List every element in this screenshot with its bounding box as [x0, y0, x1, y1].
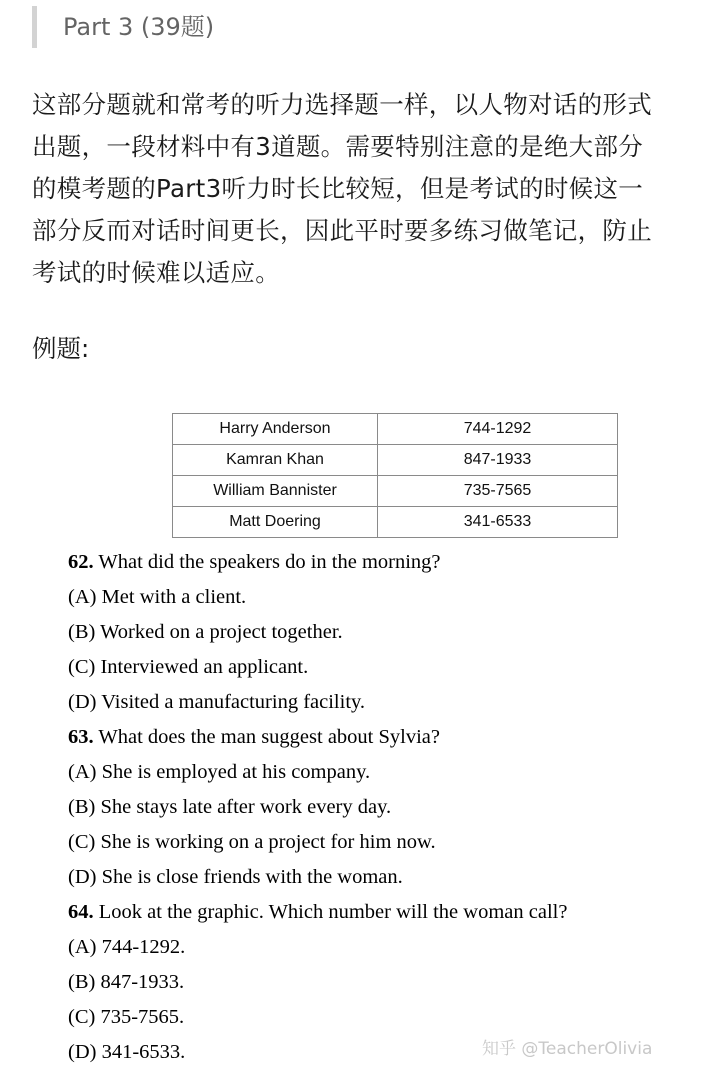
table-row — [173, 476, 618, 507]
contact-phone: 847-1933 — [378, 445, 618, 476]
contact-name: Harry Anderson — [173, 414, 378, 445]
section-heading: Part 3 (39题) — [32, 6, 214, 48]
intro-line: 部分反而对话时间更长，因此平时要多练习做笔记，防止 — [32, 216, 652, 245]
contact-name: Matt Doering — [173, 507, 378, 538]
intro-line: 考试的时候难以适应。 — [32, 258, 280, 287]
watermark: 知乎 @TeacherOlivia — [482, 1039, 653, 1059]
question-text: What does the man suggest about Sylvia? — [98, 726, 440, 748]
answer-option: (D) She is close friends with the woman. — [68, 866, 403, 888]
contact-name: William Bannister — [173, 476, 378, 507]
intro-line: 的模考题的Part3听力时长比较短，但是考试的时候这一 — [32, 174, 644, 203]
question-number: 64. — [68, 901, 94, 923]
answer-option: (B) 847-1933. — [68, 971, 185, 993]
answer-option: (A) Met with a client. — [68, 586, 247, 608]
question-list — [68, 545, 688, 1070]
answer-option: (D) Visited a manufacturing facility. — [68, 691, 366, 713]
contact-phone: 744-1292 — [378, 414, 618, 445]
question-stem — [68, 720, 688, 755]
table-row — [173, 414, 618, 445]
answer-option: (C) 735-7565. — [68, 1006, 185, 1028]
question-stem — [68, 545, 688, 580]
question-text: What did the speakers do in the morning? — [98, 551, 441, 573]
answer-option: (D) 341-6533. — [68, 1041, 186, 1063]
intro-line: 这部分题就和常考的听力选择题一样，以人物对话的形式 — [32, 90, 652, 119]
intro-line: 出题，一段材料中有3道题。需要特别注意的是绝大部分 — [32, 132, 644, 161]
answer-option: (A) She is employed at his company. — [68, 761, 371, 783]
question-stem — [68, 895, 688, 930]
answer-option: (A) 744-1292. — [68, 936, 186, 958]
contact-phone: 341-6533 — [378, 507, 618, 538]
contact-name: Kamran Khan — [173, 445, 378, 476]
question-number: 63. — [68, 726, 94, 748]
table-row — [173, 445, 618, 476]
table-row — [173, 507, 618, 538]
contact-phone: 735-7565 — [378, 476, 618, 507]
answer-option: (C) Interviewed an applicant. — [68, 656, 309, 678]
question-text: Look at the graphic. Which number will the woman call? — [98, 901, 568, 923]
example-label: 例题: — [32, 334, 90, 363]
question-number: 62. — [68, 551, 94, 573]
contacts-table — [172, 413, 618, 538]
answer-option: (B) Worked on a project together. — [68, 621, 343, 643]
intro-paragraph — [32, 84, 692, 294]
answer-option: (C) She is working on a project for him now. — [68, 831, 436, 853]
answer-option: (B) She stays late after work every day. — [68, 796, 392, 818]
